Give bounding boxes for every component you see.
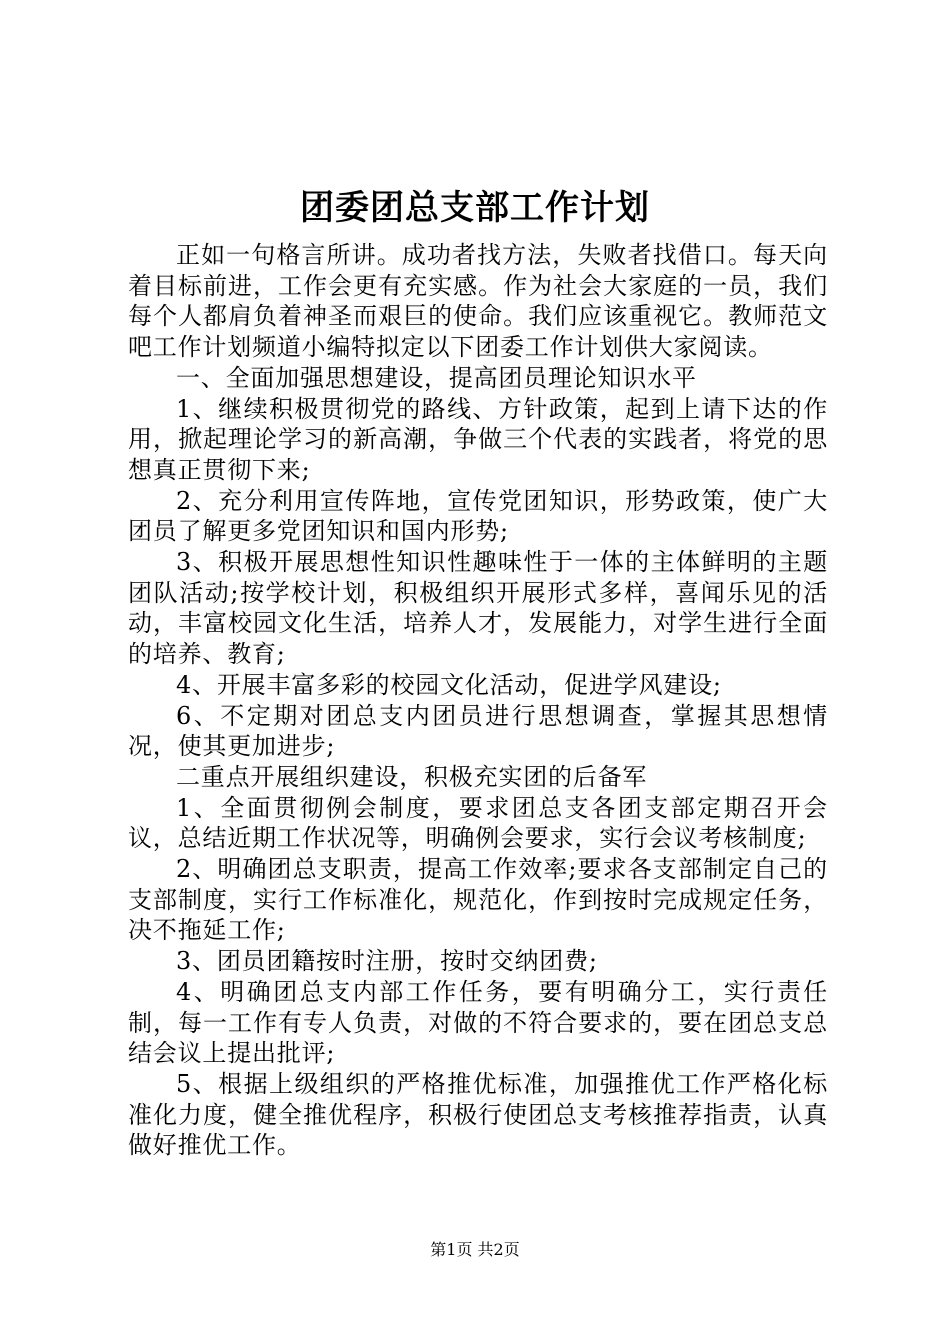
section-heading-2: 二重点开展组织建设，积极充实团的后备军 <box>176 762 648 791</box>
paragraph-item: 2、充分利用宣传阵地，宣传党团知识，形势政策，使广大团员了解更多党团知识和国内形势; <box>128 486 828 546</box>
paragraph-item: 1、全面贯彻例会制度，要求团总支各团支部定期召开会议，总结近期工作状况等，明确例会要求，实行会议考核制度; <box>128 793 828 853</box>
document-title: 团委团总支部工作计划 <box>300 188 650 228</box>
paragraph-item: 4、开展丰富多彩的校园文化活动，促进学风建设; <box>176 670 722 699</box>
paragraph-item: 1、继续积极贯彻党的路线、方针政策，起到上请下达的作用，掀起理论学习的新高潮，争做三个代表的实践者，将党的思想真正贯彻下来; <box>128 394 828 484</box>
paragraph-item: 4、明确团总支内部工作任务，要有明确分工，实行责任制，每一工作有专人负责，对做的不符合要求的，要在团总支总结会议上提出批评; <box>128 977 828 1068</box>
paragraph-item: 3、积极开展思想性知识性趣味性于一体的主体鲜明的主题团队活动;按学校计划，积极组织开展形式多样，喜闻乐见的活动，丰富校园文化生活，培养人才，发展能力，对学生进行全面的培养、教育; <box>128 548 828 669</box>
paragraph-item: 5、根据上级组织的严格推优标准，加强推优工作严格化标准化力度，健全推优程序，积极行使团总支考核推荐指责，认真做好推优工作。 <box>128 1069 828 1160</box>
document-body <box>128 240 828 1161</box>
paragraph-intro: 正如一句格言所讲。成功者找方法，失败者找借口。每天向着目标前进，工作会更有充实感。作为社会大家庭的一员，我们每个人都肩负着神圣而艰巨的使命。我们应该重视它。教师范文吧工作计划频道小编特拟定以下团委工作计划供大家阅读。 <box>128 241 828 362</box>
section-heading-1: 一、全面加强思想建设，提高团员理论知识水平 <box>176 363 697 392</box>
paragraph-item: 6、不定期对团总支内团员进行思想调查，掌握其思想情况，使其更加进步; <box>128 701 828 761</box>
page-footer: 第1页 共2页 <box>430 1240 520 1259</box>
paragraph-item: 2、明确团总支职责，提高工作效率;要求各支部制定自己的支部制度，实行工作标准化，规范化，作到按时完成规定任务，决不拖延工作; <box>128 855 828 945</box>
paragraph-item: 3、团员团籍按时注册，按时交纳团费; <box>176 947 598 976</box>
